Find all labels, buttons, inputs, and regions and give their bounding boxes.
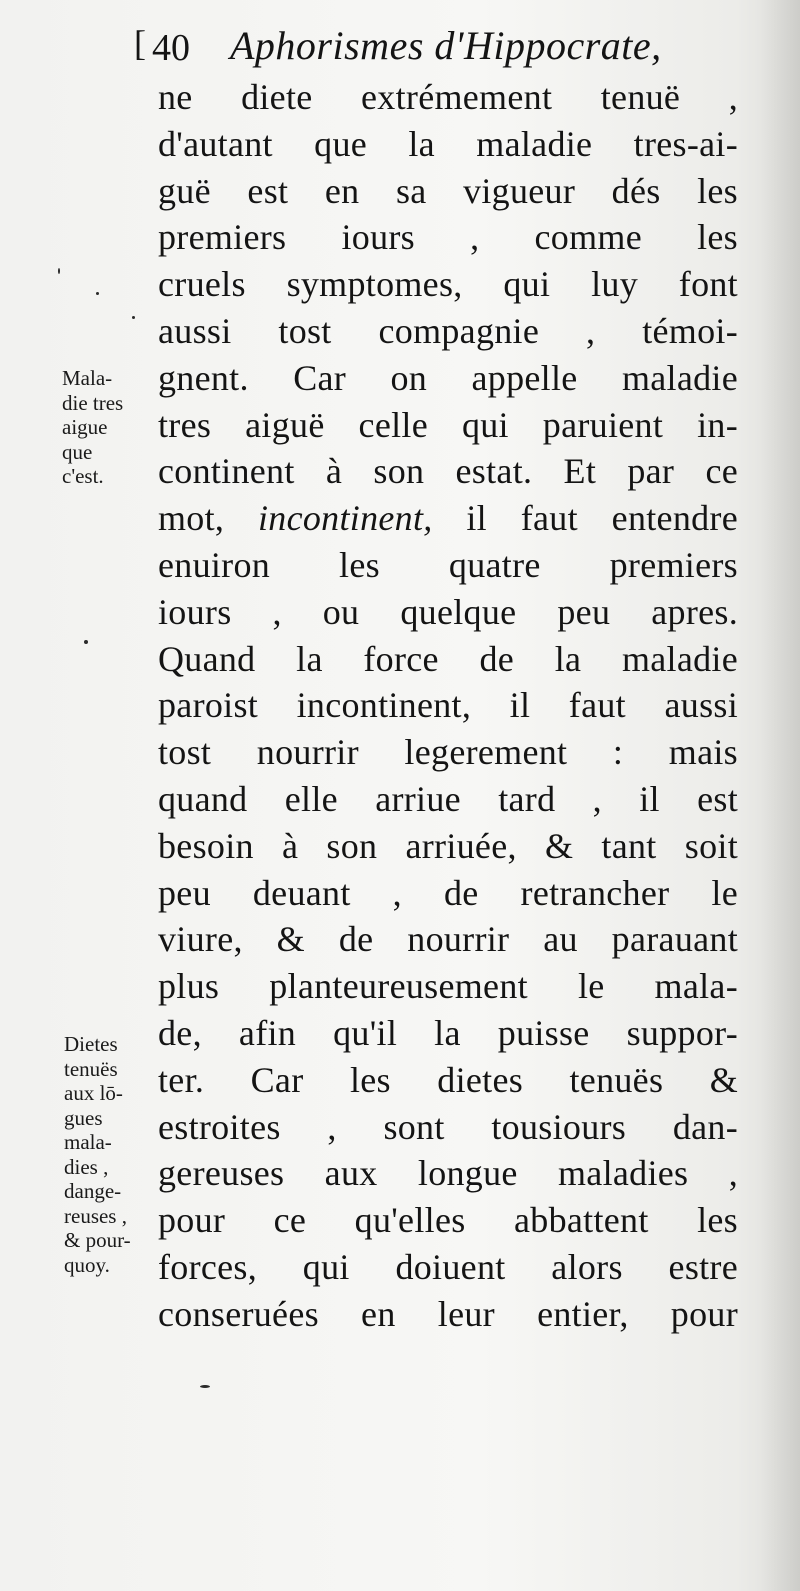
- text-line: aussi tost compagnie , témoi-: [158, 310, 738, 351]
- margin-note-line: die tres: [62, 390, 124, 415]
- text-line: gereuses aux longue maladies ,: [158, 1153, 738, 1194]
- text-line: tost nourrir legerement : mais: [158, 732, 738, 773]
- margin-note-line: dange-: [64, 1179, 122, 1203]
- body-text: [158, 74, 738, 1338]
- margin-note-line: Mala-: [62, 366, 113, 390]
- margin-note-line: que: [62, 439, 93, 464]
- text-line: conseruées en leur entier, pour: [158, 1293, 738, 1334]
- margin-note-line: Dietes: [64, 1032, 118, 1056]
- running-title: Aphorismes d'Hippocrate,: [230, 23, 662, 68]
- margin-note-line: c'est.: [62, 464, 104, 488]
- margin-note-line: aigue: [62, 415, 108, 439]
- margin-note-line: aux lō-: [64, 1081, 123, 1105]
- text-line: plus planteureusement le mala-: [158, 966, 738, 1007]
- ink-speck: [200, 1385, 210, 1388]
- text-line: paroist incontinent, il faut aussi: [158, 685, 738, 726]
- margin-note-maladie: [62, 366, 157, 489]
- text-line: enuiron les quatre premiers: [158, 544, 738, 585]
- ink-speck: [132, 316, 135, 319]
- text-line: ne diete extrémement tenuë ,: [158, 77, 738, 117]
- text-line: ter. Car les dietes tenuës &: [158, 1059, 738, 1100]
- page-edge-shadow: [760, 0, 800, 1591]
- text-line: Quand la force de la maladie: [158, 638, 738, 679]
- text-line: quand elle arriue tard , il est: [158, 778, 738, 819]
- page-number: 40: [152, 27, 190, 69]
- margin-note-dietes: [64, 1032, 164, 1277]
- header-mark: [: [134, 23, 146, 63]
- text-line: mot, incontinent, il faut entendre: [158, 498, 738, 539]
- ink-speck: [84, 640, 88, 644]
- text-line: estroites , sont tousiours dan-: [158, 1106, 738, 1147]
- text-line: pour ce qu'elles abbattent les: [158, 1200, 738, 1241]
- page-header: [130, 22, 750, 82]
- margin-note-line: quoy.: [64, 1252, 110, 1277]
- margin-note-line: gues: [64, 1105, 103, 1130]
- text-line: tres aiguë celle qui paruient in-: [158, 404, 738, 445]
- margin-note-line: tenuës: [64, 1056, 118, 1081]
- text-line: forces, qui doiuent alors estre: [158, 1246, 738, 1287]
- margin-note-line: mala-: [64, 1130, 112, 1154]
- text-line: peu deuant , de retrancher le: [158, 872, 738, 913]
- ink-speck: [58, 268, 60, 274]
- text-line: viure, & de nourrir au parauant: [158, 919, 738, 960]
- text-line: de, afin qu'il la puisse suppor-: [158, 1012, 738, 1053]
- text-line: iours , ou quelque peu apres.: [158, 591, 738, 632]
- text-line: cruels symptomes, qui luy font: [158, 264, 738, 305]
- text-line: besoin à son arriuée, & tant soit: [158, 825, 738, 866]
- margin-note-line: & pour-: [64, 1228, 131, 1252]
- text-line: guë est en sa vigueur dés les: [158, 170, 738, 211]
- text-line: continent à son estat. Et par ce: [158, 451, 738, 492]
- text-line: gnent. Car on appelle maladie: [158, 357, 738, 398]
- margin-note-line: dies ,: [64, 1154, 109, 1179]
- ink-speck: [96, 292, 99, 295]
- text-line: premiers iours , comme les: [158, 217, 738, 258]
- margin-note-line: reuses ,: [64, 1203, 127, 1228]
- text-line: d'autant que la maladie tres-ai-: [158, 123, 738, 164]
